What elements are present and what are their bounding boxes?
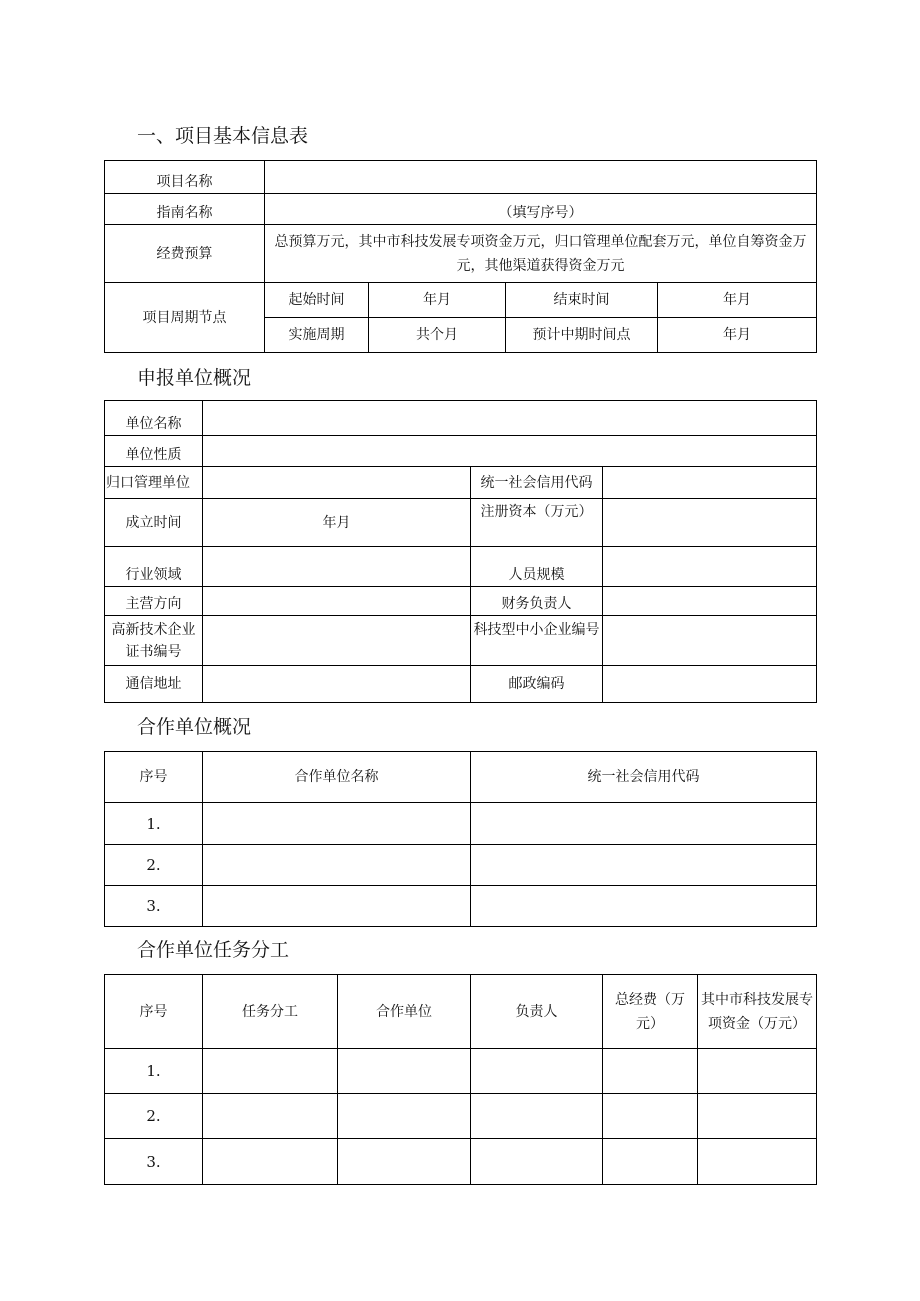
task-total-funds-input[interactable] xyxy=(603,1139,698,1185)
duration-input[interactable]: 共个月 xyxy=(369,318,506,353)
registered-capital-input[interactable] xyxy=(603,499,817,547)
task-total-funds-input[interactable] xyxy=(603,1049,698,1094)
partner-credit-code-input[interactable] xyxy=(471,803,817,845)
task-division-input[interactable] xyxy=(203,1139,338,1185)
section2-heading: 申报单位概况 xyxy=(137,367,252,389)
partner-col-credit-code: 统一社会信用代码 xyxy=(471,752,817,803)
table-row xyxy=(105,803,817,845)
section4-heading: 合作单位任务分工 xyxy=(137,939,290,961)
row-index: 1. xyxy=(105,1049,203,1094)
project-info-table xyxy=(104,160,817,353)
task-special-funds-input[interactable] xyxy=(698,1139,817,1185)
section3-heading: 合作单位概况 xyxy=(137,716,252,738)
established-input[interactable]: 年月 xyxy=(203,499,471,547)
task-owner-input[interactable] xyxy=(471,1139,603,1185)
guide-name-input[interactable]: （填写序号） xyxy=(265,194,817,225)
start-time-input[interactable]: 年月 xyxy=(369,283,506,318)
task-special-funds-input[interactable] xyxy=(698,1049,817,1094)
start-time-label: 起始时间 xyxy=(265,283,369,318)
table-row xyxy=(105,1139,817,1185)
credit-code-label: 统一社会信用代码 xyxy=(471,467,603,499)
management-unit-label: 归口管理单位 xyxy=(105,467,203,499)
row-index: 2. xyxy=(105,1094,203,1139)
budget-label: 经费预算 xyxy=(105,225,265,283)
row-index: 3. xyxy=(105,1139,203,1185)
unit-name-input[interactable] xyxy=(203,401,817,436)
task-col-division: 任务分工 xyxy=(203,975,338,1049)
address-label: 通信地址 xyxy=(105,666,203,703)
task-division-input[interactable] xyxy=(203,1049,338,1094)
task-col-partner: 合作单位 xyxy=(338,975,471,1049)
task-owner-input[interactable] xyxy=(471,1049,603,1094)
management-unit-input[interactable] xyxy=(203,467,471,499)
applicant-unit-table xyxy=(104,400,817,703)
task-owner-input[interactable] xyxy=(471,1094,603,1139)
guide-name-label: 指南名称 xyxy=(105,194,265,225)
unit-nature-label: 单位性质 xyxy=(105,436,203,467)
table-row xyxy=(105,1094,817,1139)
period-label: 项目周期节点 xyxy=(105,283,265,353)
finance-person-input[interactable] xyxy=(603,587,817,616)
industry-input[interactable] xyxy=(203,547,471,587)
project-name-label: 项目名称 xyxy=(105,161,265,194)
row-index: 2. xyxy=(105,845,203,886)
end-time-input[interactable]: 年月 xyxy=(658,283,817,318)
duration-label: 实施周期 xyxy=(265,318,369,353)
section1-heading: 一、项目基本信息表 xyxy=(137,125,309,147)
industry-label: 行业领域 xyxy=(105,547,203,587)
sme-number-input[interactable] xyxy=(603,616,817,666)
partner-name-input[interactable] xyxy=(203,886,471,927)
partner-col-name: 合作单位名称 xyxy=(203,752,471,803)
task-col-owner: 负责人 xyxy=(471,975,603,1049)
end-time-label: 结束时间 xyxy=(506,283,658,318)
task-partner-input[interactable] xyxy=(338,1094,471,1139)
table-row xyxy=(105,845,817,886)
midterm-input[interactable]: 年月 xyxy=(658,318,817,353)
task-partner-input[interactable] xyxy=(338,1139,471,1185)
main-direction-input[interactable] xyxy=(203,587,471,616)
finance-person-label: 财务负责人 xyxy=(471,587,603,616)
unit-name-label: 单位名称 xyxy=(105,401,203,436)
partner-col-index: 序号 xyxy=(105,752,203,803)
task-col-special-funds: 其中市科技发展专项资金（万元） xyxy=(698,975,817,1049)
partner-units-table xyxy=(104,751,817,927)
task-col-index: 序号 xyxy=(105,975,203,1049)
budget-input[interactable]: 总预算万元，其中市科技发展专项资金万元，归口管理单位配套万元，单位自筹资金万元，其他渠道获得资金万元 xyxy=(265,225,817,283)
task-special-funds-input[interactable] xyxy=(698,1094,817,1139)
partner-tasks-table xyxy=(104,974,817,1185)
address-input[interactable] xyxy=(203,666,471,703)
table-row xyxy=(105,1049,817,1094)
main-direction-label: 主营方向 xyxy=(105,587,203,616)
task-total-funds-input[interactable] xyxy=(603,1094,698,1139)
sme-number-label: 科技型中小企业编号 xyxy=(471,616,603,666)
staff-size-label: 人员规模 xyxy=(471,547,603,587)
midterm-label: 预计中期时间点 xyxy=(506,318,658,353)
partner-name-input[interactable] xyxy=(203,845,471,886)
task-division-input[interactable] xyxy=(203,1094,338,1139)
unit-nature-input[interactable] xyxy=(203,436,817,467)
task-partner-input[interactable] xyxy=(338,1049,471,1094)
task-col-total-funds: 总经费（万元） xyxy=(603,975,698,1049)
postcode-input[interactable] xyxy=(603,666,817,703)
partner-credit-code-input[interactable] xyxy=(471,886,817,927)
credit-code-input[interactable] xyxy=(603,467,817,499)
hitech-cert-label: 高新技术企业证书编号 xyxy=(105,616,203,666)
row-index: 1. xyxy=(105,803,203,845)
established-label: 成立时间 xyxy=(105,499,203,547)
postcode-label: 邮政编码 xyxy=(471,666,603,703)
staff-size-input[interactable] xyxy=(603,547,817,587)
registered-capital-label: 注册资本（万元） xyxy=(471,499,603,547)
table-row xyxy=(105,886,817,927)
project-name-input[interactable] xyxy=(265,161,817,194)
partner-credit-code-input[interactable] xyxy=(471,845,817,886)
partner-name-input[interactable] xyxy=(203,803,471,845)
hitech-cert-input[interactable] xyxy=(203,616,471,666)
row-index: 3. xyxy=(105,886,203,927)
